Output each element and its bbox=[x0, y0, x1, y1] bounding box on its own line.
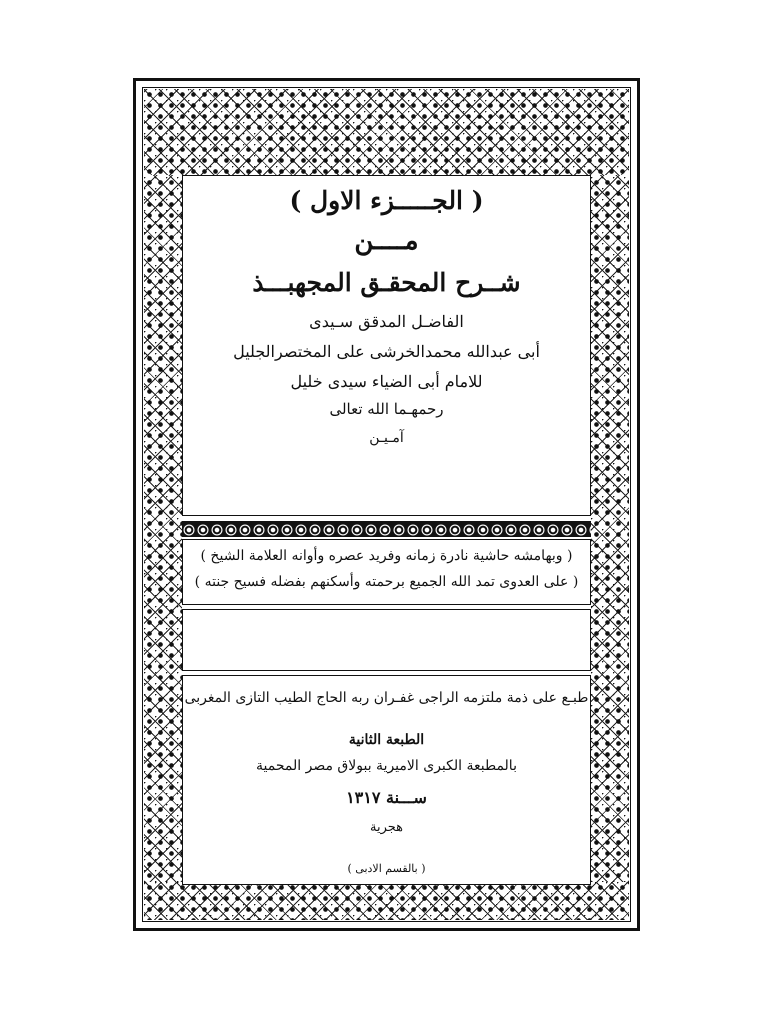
author-line-1: الفاضـل المدقق سـيدى bbox=[309, 312, 464, 331]
margin-note-line-2: ( على العدوى تمد الله الجميع برحمته وأسكنهم بفضله فسيح جنته ) bbox=[194, 574, 579, 590]
volume-title: ( الجـــــزء الاول ) bbox=[289, 186, 484, 215]
border-pattern-top bbox=[144, 89, 629, 175]
title-from: مــــن bbox=[354, 226, 419, 256]
border-pattern-right bbox=[591, 89, 629, 920]
year-line: ســـنة ١٣١٧ bbox=[346, 788, 427, 807]
author-line-3: للامام أبى الضياء سيدى خليل bbox=[290, 372, 483, 391]
blessing-line: رحمهـما الله تعالى bbox=[329, 400, 444, 418]
printed-for-line: طبـع على ذمة ملتزمه الراجى غفـران ربه الحاج الطيب التازى المغربى bbox=[184, 690, 589, 706]
border-pattern-bottom bbox=[144, 882, 629, 920]
margin-note-panel bbox=[182, 539, 591, 605]
border-pattern-left bbox=[144, 89, 182, 920]
title-panel bbox=[182, 175, 591, 516]
ornament-strip bbox=[182, 521, 591, 537]
department-line: ( بالقسم الادبى ) bbox=[347, 862, 426, 875]
press-line: بالمطبعة الكبرى الاميرية ببولاق مصر المحمية bbox=[256, 758, 517, 774]
ornament-divider bbox=[182, 521, 591, 537]
blank-panel bbox=[182, 609, 591, 671]
author-line-2: أبى عبدالله محمدالخرشى على المختصرالجليل bbox=[233, 342, 540, 361]
amen-line: آمـيـن bbox=[369, 430, 404, 446]
decorative-frame bbox=[133, 78, 640, 931]
edition-line: الطبعة الثانية bbox=[348, 732, 425, 748]
book-title: شــرح المحقـق المجهبـــذ bbox=[252, 268, 521, 297]
margin-note-line-1: ( وبهامشه حاشية نادرة زمانه وفريد عصره وأوانه العلامة الشيخ ) bbox=[200, 548, 573, 564]
printing-panel bbox=[182, 675, 591, 885]
hijri-line: هجرية bbox=[369, 820, 403, 835]
